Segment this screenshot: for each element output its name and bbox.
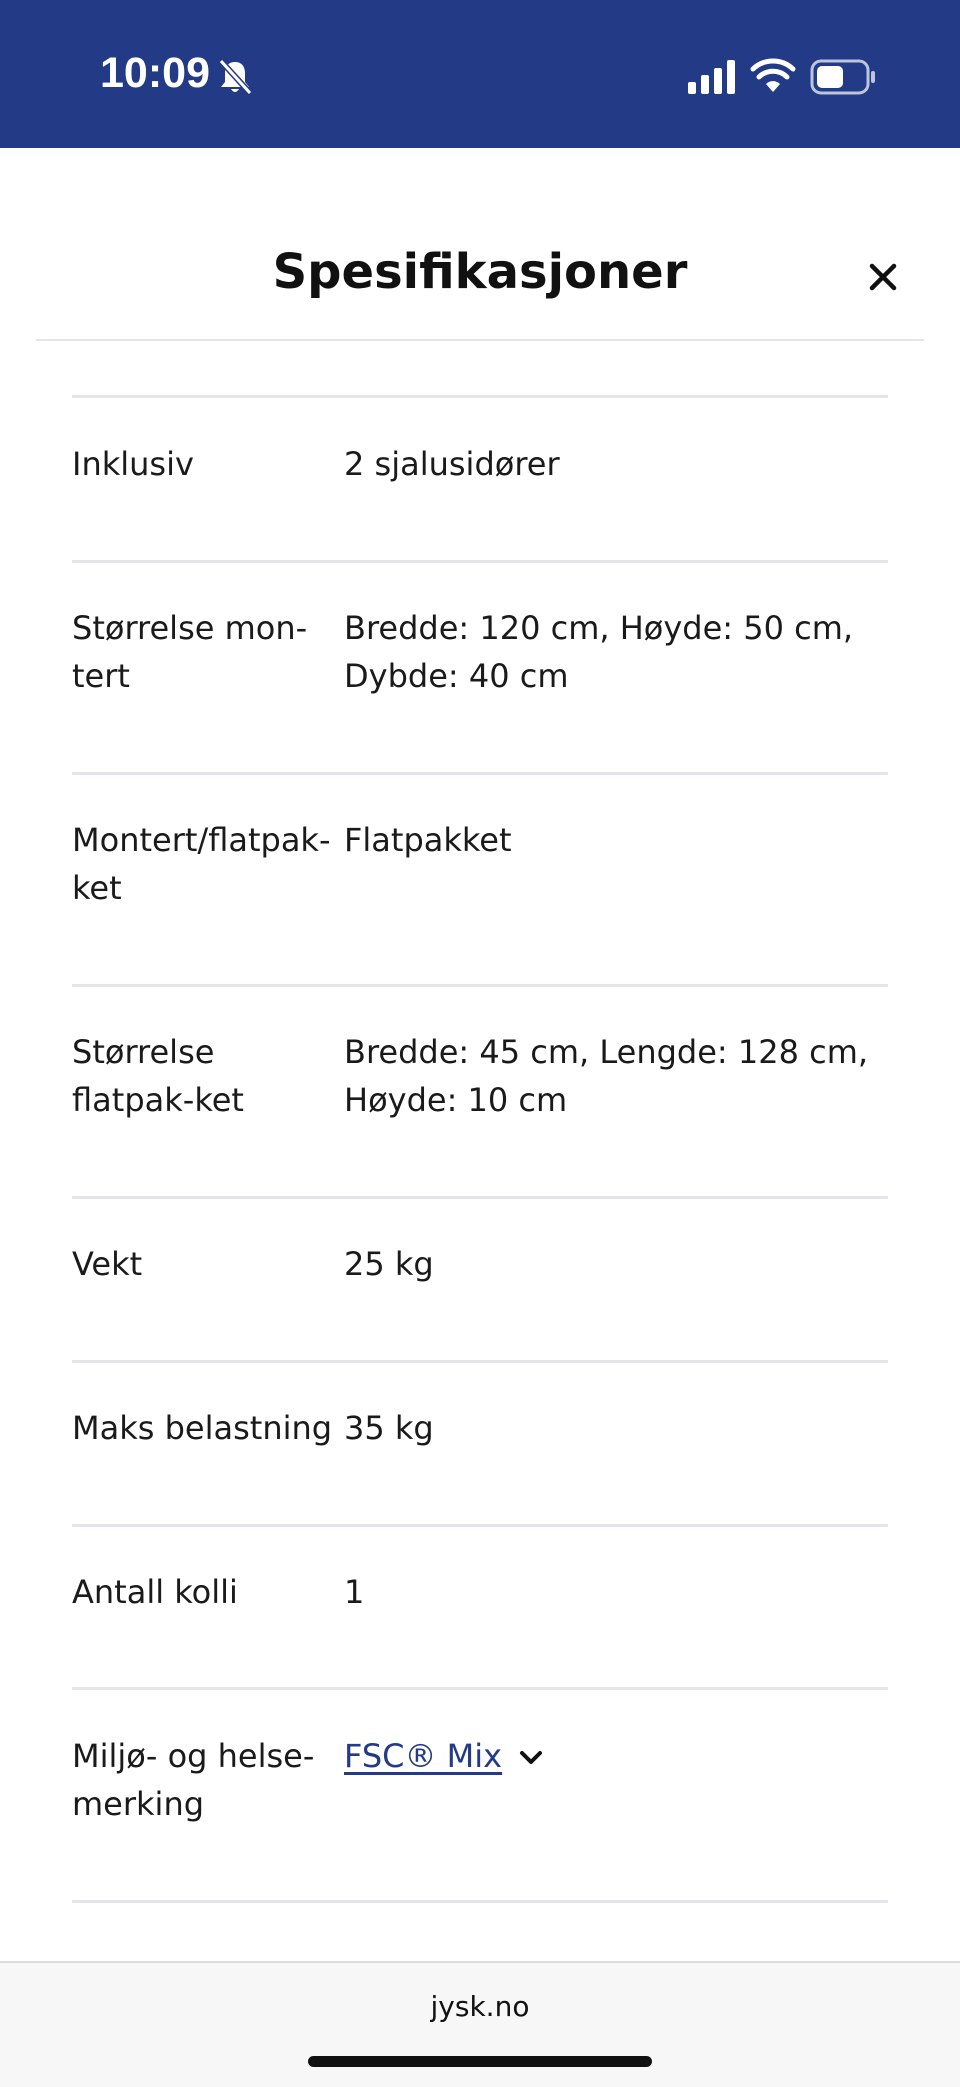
row-divider (72, 395, 888, 398)
row-divider (72, 560, 888, 563)
spec-value: Bredde: 120 cm, Høyde: 50 cm, Dybde: 40 cm (344, 609, 854, 695)
row-divider (72, 1524, 888, 1527)
modal-title: Spesifikasjoner (272, 244, 688, 300)
spec-label: Antall kolli (72, 1573, 238, 1611)
row-divider (72, 1196, 888, 1199)
spec-value: 25 kg (344, 1245, 434, 1283)
chevron-down-icon[interactable] (518, 1748, 544, 1768)
spec-label: Størrelse mon-tert (72, 609, 308, 695)
row-divider (72, 1360, 888, 1363)
wifi-icon (750, 58, 796, 94)
spec-label: Miljø- og helse-merking (72, 1737, 315, 1823)
spec-value: Bredde: 45 cm, Lengde: 128 cm, Høyde: 10 cm (344, 1033, 869, 1119)
fsc-mix-link[interactable]: FSC® Mix (344, 1737, 503, 1775)
status-time: 10:09 (100, 49, 210, 97)
spec-label: Vekt (72, 1245, 143, 1283)
row-divider (72, 984, 888, 987)
signal-icon (688, 60, 736, 94)
url-field[interactable]: jysk.no (430, 1990, 530, 2023)
spec-label: Montert/flatpak-ket (72, 821, 331, 907)
spec-label: Maks belastning (72, 1409, 333, 1447)
spec-value: 2 sjalusidører (344, 445, 560, 483)
battery-icon (810, 59, 876, 95)
spec-value: 1 (344, 1573, 365, 1611)
home-indicator[interactable] (308, 2056, 652, 2067)
close-icon[interactable] (858, 252, 908, 302)
row-divider (72, 1900, 888, 1903)
spec-value (344, 1732, 884, 1780)
spec-label: Inklusiv (72, 445, 194, 483)
row-divider (72, 1687, 888, 1690)
spec-value: 35 kg (344, 1409, 434, 1447)
browser-bottom-bar (0, 1961, 960, 2087)
spec-value: Flatpakket (344, 821, 512, 859)
bell-slash-icon (217, 58, 253, 96)
spec-label: Størrelse flatpak-ket (72, 1033, 244, 1119)
spec-list[interactable] (0, 341, 960, 1961)
row-divider (72, 772, 888, 775)
